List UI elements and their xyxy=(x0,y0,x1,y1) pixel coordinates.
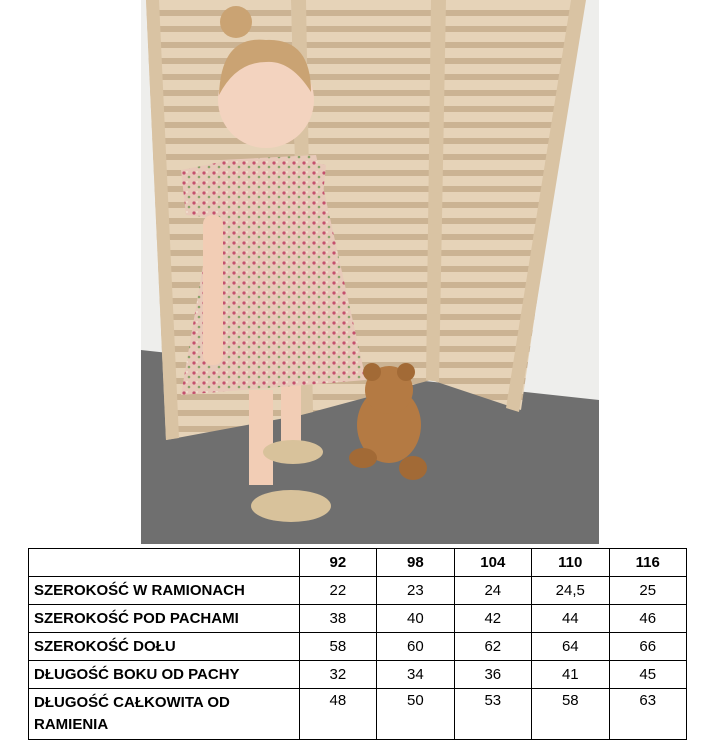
table-cell: 42 xyxy=(454,605,531,633)
table-cell: 34 xyxy=(377,661,454,689)
table-row xyxy=(29,661,687,689)
child-in-floral-dress-photo xyxy=(141,0,599,544)
size-header-row xyxy=(29,549,687,577)
size-header-cell: 104 xyxy=(454,549,531,577)
table-cell: 58 xyxy=(532,689,609,740)
row-label: DŁUGOŚĆ CAŁKOWITA OD RAMIENIA xyxy=(29,689,300,740)
table-cell: 45 xyxy=(609,661,686,689)
table-cell: 41 xyxy=(532,661,609,689)
table-cell: 50 xyxy=(377,689,454,740)
table-row xyxy=(29,605,687,633)
row-label: SZEROKOŚĆ POD PACHAMI xyxy=(29,605,300,633)
table-cell: 66 xyxy=(609,633,686,661)
table-cell: 63 xyxy=(609,689,686,740)
table-cell: 24,5 xyxy=(532,577,609,605)
table-cell: 22 xyxy=(299,577,376,605)
header-empty-cell xyxy=(29,549,300,577)
size-header-cell: 116 xyxy=(609,549,686,577)
size-header-cell: 98 xyxy=(377,549,454,577)
table-cell: 62 xyxy=(454,633,531,661)
table-cell: 64 xyxy=(532,633,609,661)
row-label: SZEROKOŚĆ DOŁU xyxy=(29,633,300,661)
table-cell: 32 xyxy=(299,661,376,689)
table-cell: 36 xyxy=(454,661,531,689)
size-header-cell: 110 xyxy=(532,549,609,577)
table-row xyxy=(29,633,687,661)
table-cell: 25 xyxy=(609,577,686,605)
table-row xyxy=(29,689,687,740)
size-table xyxy=(28,548,687,740)
table-row xyxy=(29,577,687,605)
table-cell: 38 xyxy=(299,605,376,633)
table-cell: 60 xyxy=(377,633,454,661)
table-cell: 24 xyxy=(454,577,531,605)
table-cell: 23 xyxy=(377,577,454,605)
table-cell: 46 xyxy=(609,605,686,633)
size-header-cell: 92 xyxy=(299,549,376,577)
product-photo xyxy=(141,0,599,544)
table-cell: 48 xyxy=(299,689,376,740)
table-cell: 53 xyxy=(454,689,531,740)
row-label: SZEROKOŚĆ W RAMIONACH xyxy=(29,577,300,605)
table-cell: 58 xyxy=(299,633,376,661)
table-cell: 44 xyxy=(532,605,609,633)
table-cell: 40 xyxy=(377,605,454,633)
row-label: DŁUGOŚĆ BOKU OD PACHY xyxy=(29,661,300,689)
